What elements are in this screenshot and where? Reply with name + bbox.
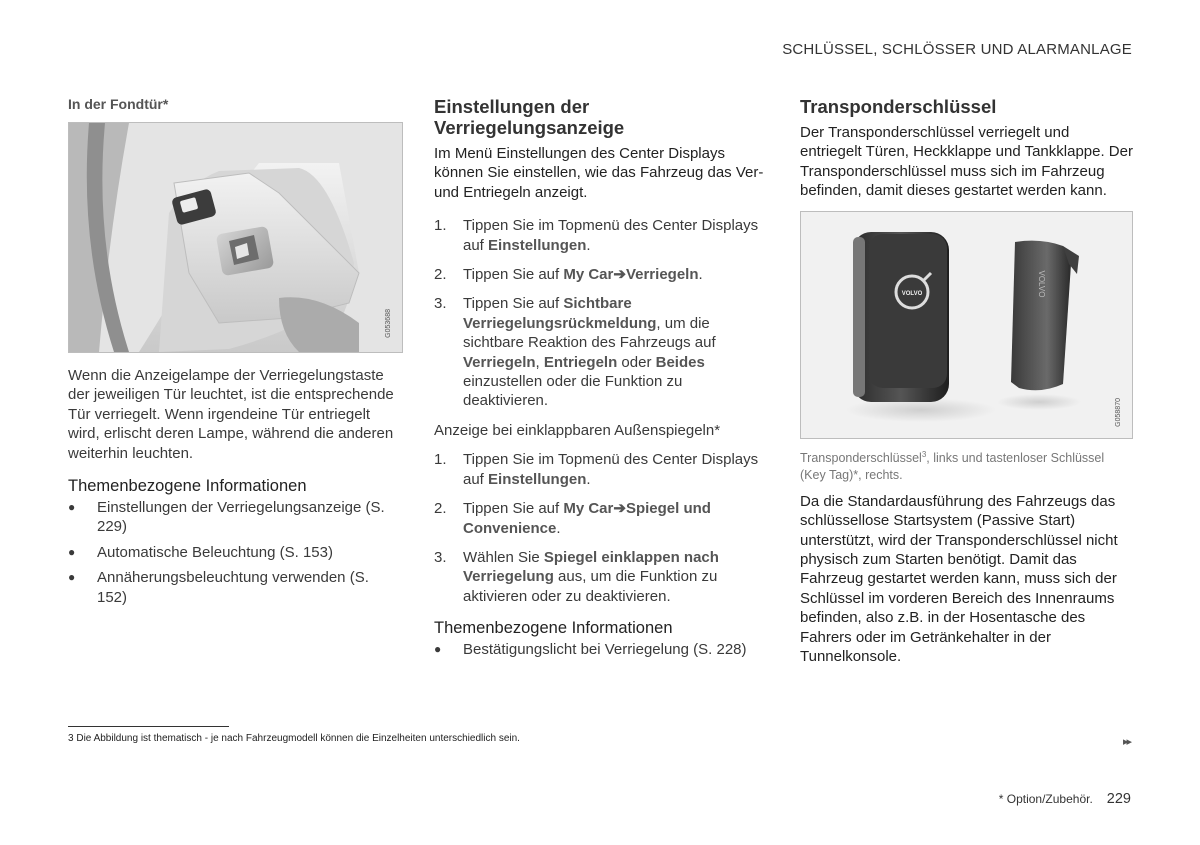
column-right <box>800 96 1133 666</box>
step-text: . <box>586 236 591 254</box>
figure-id: G058870 <box>1115 397 1122 427</box>
lock-indicator-heading <box>434 96 769 138</box>
arrow-right-icon: ➔ <box>613 266 626 284</box>
menu-term: Spiegel und Convenience <box>463 500 711 537</box>
step-item <box>434 548 769 606</box>
key-illustration <box>801 212 1132 438</box>
arrow-right-icon: ➔ <box>613 500 626 518</box>
step-text: . <box>556 519 561 537</box>
volvo-logo-text: VOLVO <box>901 290 923 297</box>
step-text: , um die sichtbare Reaktion des Fahrzeugs auf <box>463 314 716 352</box>
figure-caption <box>800 446 1133 484</box>
menu-term: Spiegel einklappen nach Verriegelung <box>463 548 719 586</box>
list-item[interactable] <box>68 543 403 562</box>
heading-line: Verriegelungsanzeige <box>434 117 625 138</box>
bullet-icon: ● <box>434 642 442 657</box>
lock-steps-list <box>434 216 769 411</box>
menu-term: Sichtbare Verriegelungsrückmeldung <box>463 295 657 332</box>
step-number: 2. <box>434 266 447 284</box>
step-text: aus, um die Funktion zu aktivieren oder zu deaktivieren. <box>463 568 718 605</box>
list-item[interactable] <box>68 568 403 607</box>
menu-term: My Car <box>563 500 614 518</box>
menu-term: Einstellungen <box>488 470 587 488</box>
menu-term: My Car <box>563 266 614 284</box>
step-item <box>434 216 769 255</box>
step-text: . <box>698 266 703 284</box>
lock-indicator-intro: Im Menü Einstellungen des Center Displays können Sie einstellen, wie das Fahrzeug das Ver- und Entriegeln anzeigt. <box>434 145 764 201</box>
menu-term: Einstellungen <box>488 236 587 254</box>
step-text: Tippen Sie auf <box>463 266 564 284</box>
menu-term: Entriegeln <box>543 353 618 371</box>
footnote-number: 3 <box>68 733 74 744</box>
mirror-indicator-label: Anzeige bei einklappbaren Außenspiegeln* <box>434 421 721 439</box>
column-middle <box>434 96 769 666</box>
option-note: * Option/Zubehör. <box>998 792 1093 806</box>
menu-term: Verriegeln <box>463 353 536 371</box>
lamp-description: Wenn die Anzeigelampe der Verriegelungstaste der jeweiligen Tür leuchtet, ist die entsprechende Tür verriegelt. Wenn irgendeine Tür entriegelt wird, erlischt deren Lampe, während die anderen weiterhin leuchten. <box>68 367 394 462</box>
footnote-ref: 3 <box>921 449 927 459</box>
step-text: Tippen Sie auf <box>463 295 564 313</box>
step-text: . <box>586 470 591 488</box>
step-item <box>434 499 769 538</box>
step-text: oder <box>617 353 656 371</box>
related-info-heading: Themenbezogene Informationen <box>434 619 673 638</box>
door-lock-illustration <box>69 123 402 352</box>
heading-line: Einstellungen der <box>434 96 590 117</box>
rear-door-lock-figure <box>68 122 403 353</box>
column-left <box>68 96 403 613</box>
footnote-rule <box>68 726 229 727</box>
transponder-intro: Der Transponderschlüssel verriegelt und entriegelt Türen, Heckklappe und Tankklappe. Der Transponderschlüssel muss sich im Fahrzeug befinden, damit dieses gestartet werden kann. <box>800 124 1133 200</box>
step-number: 2. <box>434 500 447 518</box>
menu-term: Verriegeln <box>625 266 699 284</box>
transponder-key-figure <box>800 211 1133 439</box>
step-number: 3. <box>434 548 447 566</box>
step-item <box>434 265 769 284</box>
key-tag-lettering: VOLVO <box>1037 270 1046 298</box>
list-item[interactable] <box>434 640 769 659</box>
step-number: 1. <box>434 217 447 235</box>
related-info-list <box>68 498 403 607</box>
step-number: 1. <box>434 451 447 469</box>
mirror-steps-list <box>434 450 769 606</box>
bullet-icon: ● <box>68 544 76 559</box>
section-header: SCHLÜSSEL, SCHLÖSSER UND ALARMANLAGE <box>782 41 1132 58</box>
passive-start-paragraph: Da die Standardausführung des Fahrzeugs das schlüssellose Startsystem (Passive Start) unterstützt, wird der Transponderschlüssel nicht physisch zum Starten benötigt. Damit das Fahrzeug gestartet werden kann, muss sich der Schlüssel im vorderen Bereich des Innenraums befinden, also z.B. in der Hosentasche des Fahrers oder im Getränkehalter in der Tunnelkonsole. <box>800 492 1118 666</box>
transponder-heading: Transponderschlüssel <box>800 96 997 117</box>
figure-id: G053688 <box>385 309 392 338</box>
footnote-text: Die Abbildung ist thematisch - je nach Fahrzeugmodell können die Einzelheiten unterschiedlich sein. <box>76 733 520 744</box>
page-footer <box>999 791 1131 807</box>
subheading-rear-door: In der Fondtür* <box>68 96 169 112</box>
caption-text: Transponderschlüssel <box>800 450 922 465</box>
caption-text: , links und tastenloser Schlüssel (Key Tag)*, rechts. <box>800 450 1105 482</box>
step-number: 3. <box>434 295 447 313</box>
page-number: 229 <box>1106 791 1131 807</box>
list-item[interactable] <box>68 498 403 537</box>
bullet-icon: ● <box>68 500 76 515</box>
footnote <box>68 733 520 744</box>
step-text: , <box>535 353 544 371</box>
step-text: Wählen Sie <box>463 548 544 566</box>
related-info-heading: Themenbezogene Informationen <box>68 477 307 496</box>
menu-term: Beides <box>655 353 705 371</box>
step-item <box>434 450 769 489</box>
step-text: Tippen Sie auf <box>463 500 564 518</box>
related-link-text[interactable]: Bestätigungslicht bei Verriegelung (S. 228) <box>463 641 747 659</box>
step-text: einzustellen oder die Funktion zu deaktivieren. <box>463 373 683 410</box>
step-item <box>434 294 769 410</box>
step-text: Tippen Sie im Topmenü des Center Displays auf <box>463 451 759 488</box>
related-link-text[interactable]: Einstellungen der Verriegelungsanzeige (S. 229) <box>97 499 385 536</box>
step-text: Tippen Sie im Topmenü des Center Displays auf <box>463 217 759 254</box>
related-link-text[interactable]: Automatische Beleuchtung (S. 153) <box>97 543 333 561</box>
continue-arrows-icon: ▸▸ <box>1122 736 1130 748</box>
related-info-list <box>434 640 769 659</box>
related-link-text[interactable]: Annäherungsbeleuchtung verwenden (S. 152) <box>97 569 369 606</box>
bullet-icon: ● <box>68 570 76 585</box>
